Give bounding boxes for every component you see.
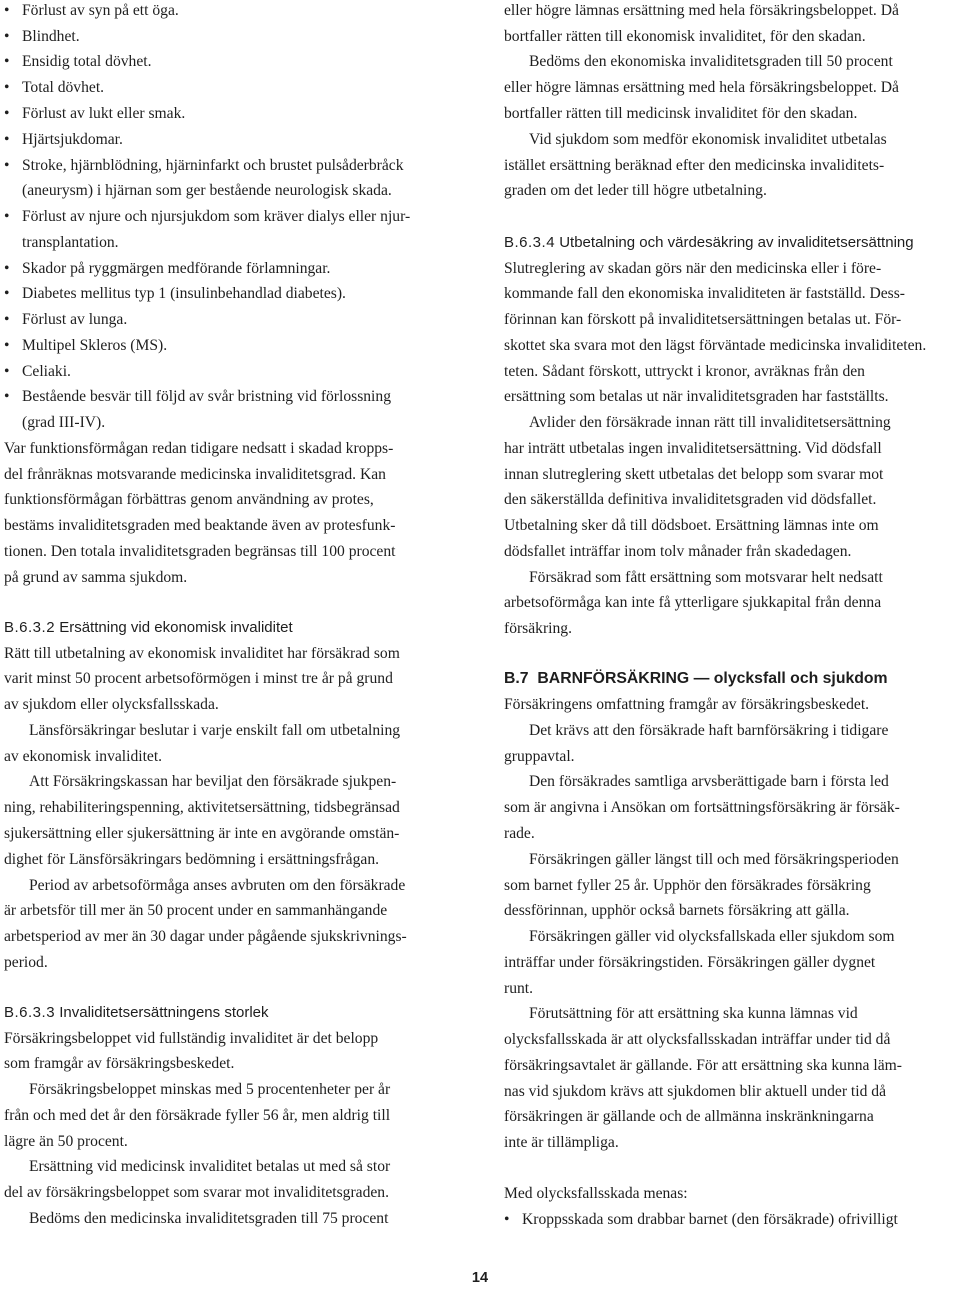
paragraph-line: olycksfallsskada är att olycksfallsskadan inträffar under tid då <box>504 1031 891 1048</box>
paragraph-line: Ersättning vid medicinsk invaliditet betalas ut med så stor <box>29 1158 391 1175</box>
paragraph-line: försäkring. <box>504 620 572 637</box>
section-heading: B.6.3.3 Invaliditetsersättningens storlek <box>4 1004 269 1021</box>
paragraph-line: gruppavtal. <box>504 748 575 765</box>
list-item: • Ensidig total dövhet. <box>4 53 152 70</box>
list-item: • Stroke, hjärnblödning, hjärninfarkt och brustet pulsåderbråck <box>4 157 404 174</box>
list-item: • Förlust av njure och njursjukdom som kräver dialys eller njur- <box>4 208 411 225</box>
paragraph-line: som framgår av försäkringsbeskedet. <box>4 1055 235 1072</box>
list-item: • Förlust av lunga. <box>4 311 128 328</box>
list-item: • Total dövhet. <box>4 79 105 96</box>
paragraph-line: nas vid sjukdom krävs att sjukdomen blir aktuell under tid då <box>504 1083 886 1100</box>
paragraph-line: Avlider den försäkrade innan rätt till invaliditetsersättning <box>529 414 891 431</box>
bullet-icon: • <box>4 53 10 70</box>
paragraph-line: försäkringsavtalet är gällande. För att ersättning ska kunna läm- <box>504 1057 902 1074</box>
paragraph-line: som barnet fyller 25 år. Upphör den försäkrades försäkring <box>504 877 871 894</box>
bullet-icon: • <box>4 79 10 96</box>
list-item: • Bestående besvär till följd av svår bristning vid förlossning <box>4 388 391 405</box>
paragraph-line: från och med det år den försäkrade fyller 56 år, men aldrig till <box>4 1107 391 1124</box>
list-item: • Skador på ryggmärgen medförande förlamningar. <box>4 260 331 277</box>
paragraph-line: dödsfallet inträffar inom tolv månader från skadedagen. <box>504 543 852 560</box>
paragraph-line: lägre än 50 procent. <box>4 1133 128 1150</box>
section-heading: B.6.3.2 Ersättning vid ekonomisk invaliditet <box>4 619 293 636</box>
bullet-icon: • <box>4 285 10 302</box>
paragraph-line: Bedöms den medicinska invaliditetsgraden till 75 procent <box>29 1210 389 1227</box>
paragraph-line: rade. <box>504 825 535 842</box>
bullet-icon: • <box>4 311 10 328</box>
list-item: • Diabetes mellitus typ 1 (insulinbehandlad diabetes). <box>4 285 346 302</box>
paragraph-line: dessförinnan, upphör också barnets försäkring att gälla. <box>504 902 850 919</box>
paragraph-line: Utbetalning sker då till dödsboet. Ersättning lämnas inte om <box>504 517 879 534</box>
paragraph-line: Försäkringens omfattning framgår av försäkringsbeskedet. <box>504 696 870 713</box>
paragraph-line: som är angivna i Ansökan om fortsättningsförsäkring är försäk- <box>504 799 900 816</box>
paragraph-line: inte är tillämpliga. <box>504 1134 619 1151</box>
paragraph-line: Försäkringen gäller vid olycksfallskada eller sjukdom som <box>529 928 895 945</box>
paragraph-line: arbetsoförmåga kan inte få ytterligare sjukkapital från denna <box>504 594 882 611</box>
paragraph-line: kommande fall den ekonomiska invaliditeten är fastställd. Dess- <box>504 285 905 302</box>
paragraph-line: eller högre lämnas ersättning med hela försäkringsbeloppet. Då <box>504 79 899 96</box>
paragraph-line: inträffar under försäkringstiden. Försäkringen gäller dygnet <box>504 954 876 971</box>
paragraph-line: tionen. Den totala invaliditetsgraden begränsas till 100 procent <box>4 543 396 560</box>
paragraph-line: bortfaller rätten till medicinsk invaliditet för den skadan. <box>504 105 858 122</box>
paragraph-line: har inträtt utbetalas ingen invaliditetsersättning. Vid dödsfall <box>504 440 882 457</box>
bullet-icon: • <box>4 208 10 225</box>
paragraph-line: eller högre lämnas ersättning med hela försäkringsbeloppet. Då <box>504 2 899 19</box>
paragraph-line: runt. <box>504 980 534 997</box>
paragraph-line: funktionsförmågan förbättras genom användning av protes, <box>4 491 374 508</box>
paragraph-line: Att Försäkringskassan har beviljat den försäkrade sjukpen- <box>29 773 397 790</box>
paragraph-line: del frånräknas motsvarande medicinska invaliditetsgrad. Kan <box>4 466 386 483</box>
paragraph-line: Försäkringen gäller längst till och med försäkringsperioden <box>529 851 899 868</box>
paragraph-line: Var funktionsförmågan redan tidigare nedsatt i skadad kropps- <box>4 440 394 457</box>
paragraph-line: Länsförsäkringar beslutar i varje enskilt fall om utbetalning <box>29 722 401 739</box>
list-item: • Förlust av syn på ett öga. <box>4 2 179 19</box>
paragraph-line: Försäkringsbeloppet vid fullständig invaliditet är det belopp <box>4 1030 379 1047</box>
paragraph-line: Slutreglering av skadan görs när den medicinska eller i före- <box>504 260 882 277</box>
paragraph-line: graden om det leder till högre utbetalning. <box>504 182 767 199</box>
paragraph-line: Den försäkrades samtliga arvsberättigade barn i första led <box>529 773 889 790</box>
paragraph-line: Rätt till utbetalning av ekonomisk invaliditet har försäkrad som <box>4 645 400 662</box>
paragraph-line: på grund av samma sjukdom. <box>4 569 188 586</box>
paragraph-line: Period av arbetsoförmåga anses avbruten om den försäkrade <box>29 877 406 894</box>
paragraph-line: försäkringen är gällande och de allmänna inskränkningarna <box>504 1108 874 1125</box>
list-item-continuation: (aneurysm) i hjärnan som ger bestående neurologisk skada. <box>22 182 392 199</box>
paragraph-line: ning, rehabiliteringspenning, aktivitetsersättning, tidsbegränsad <box>4 799 400 816</box>
bullet-icon: • <box>504 1211 510 1228</box>
paragraph-line: är arbetsför till mer än 50 procent under en sammanhängande <box>4 902 388 919</box>
paragraph-line: bortfaller rätten till ekonomisk invaliditet, för den skadan. <box>504 28 866 45</box>
chapter-heading: B.7 BARNFÖRSÄKRING — olycksfall och sjukdom <box>504 670 888 687</box>
bullet-icon: • <box>4 105 10 122</box>
paragraph-line: dighet för Länsförsäkringars bedömning i ersättningsfrågan. <box>4 851 380 868</box>
paragraph-line: Med olycksfallsskada menas: <box>504 1185 688 1202</box>
paragraph-line: innan slutreglering skett utbetalas det belopp som svarar mot <box>504 466 884 483</box>
list-item: • Blindhet. <box>4 28 80 45</box>
bullet-icon: • <box>4 131 10 148</box>
list-item: • Förlust av lukt eller smak. <box>4 105 186 122</box>
paragraph-line: istället ersättning beräknad efter den medicinska invaliditets- <box>504 157 885 174</box>
bullet-icon: • <box>4 2 10 19</box>
bullet-icon: • <box>4 260 10 277</box>
paragraph-line: skottet ska svara mot den lägst förväntade medicinska invaliditeten. <box>504 337 927 354</box>
paragraph-line: del av försäkringsbeloppet som svarar mot invaliditetsgraden. <box>4 1184 389 1201</box>
list-item: • Celiaki. <box>4 363 71 380</box>
page-number: 14 <box>471 1270 489 1286</box>
paragraph-line: bestäms invaliditetsgraden med beaktande även av protesfunk- <box>4 517 396 534</box>
paragraph-line: ersättning som betalas ut när invaliditetsgraden har fastställts. <box>504 388 889 405</box>
paragraph-line: Det krävs att den försäkrade haft barnförsäkring i tidigare <box>529 722 889 739</box>
paragraph-line: Bedöms den ekonomiska invaliditetsgraden till 50 procent <box>529 53 893 70</box>
paragraph-line: Vid sjukdom som medför ekonomisk invaliditet utbetalas <box>529 131 887 148</box>
list-item-continuation: (grad III-IV). <box>22 414 106 431</box>
bullet-icon: • <box>4 363 10 380</box>
list-item: • Multipel Skleros (MS). <box>4 337 168 354</box>
bullet-icon: • <box>4 337 10 354</box>
paragraph-line: Förutsättning för att ersättning ska kunna lämnas vid <box>529 1005 858 1022</box>
paragraph-line: Försäkringsbeloppet minskas med 5 procentenheter per år <box>29 1081 391 1098</box>
paragraph-line: teten. Sådant förskott, uttryckt i kronor, avräknas från den <box>504 363 865 380</box>
paragraph-line: varit minst 50 procent arbetsoförmögen i minst tre år på grund <box>4 670 393 687</box>
list-item: • Kroppsskada som drabbar barnet (den försäkrade) ofrivilligt <box>504 1211 898 1228</box>
bullet-icon: • <box>4 157 10 174</box>
list-item-continuation: transplantation. <box>22 234 119 251</box>
list-item: • Hjärtsjukdomar. <box>4 131 123 148</box>
paragraph-line: arbetsperiod av mer än 30 dagar under pågående sjukskrivnings- <box>4 928 407 945</box>
paragraph-line: den säkerställda definitiva invaliditetsgraden vid dödsfallet. <box>504 491 877 508</box>
paragraph-line: förinnan kan förskott på invaliditetsersättningen betalas ut. För- <box>504 311 902 328</box>
paragraph-line: period. <box>4 954 48 971</box>
paragraph-line: Försäkrad som fått ersättning som motsvarar helt nedsatt <box>529 569 883 586</box>
bullet-icon: • <box>4 28 10 45</box>
paragraph-line: av ekonomisk invaliditet. <box>4 748 163 765</box>
paragraph-line: sjukersättning eller sjukersättning är inte en avgörande omstän- <box>4 825 400 842</box>
paragraph-line: av sjukdom eller olycksfallsskada. <box>4 696 219 713</box>
bullet-icon: • <box>4 388 10 405</box>
section-heading: B.6.3.4 Utbetalning och värdesäkring av invaliditetsersättning <box>504 234 914 251</box>
